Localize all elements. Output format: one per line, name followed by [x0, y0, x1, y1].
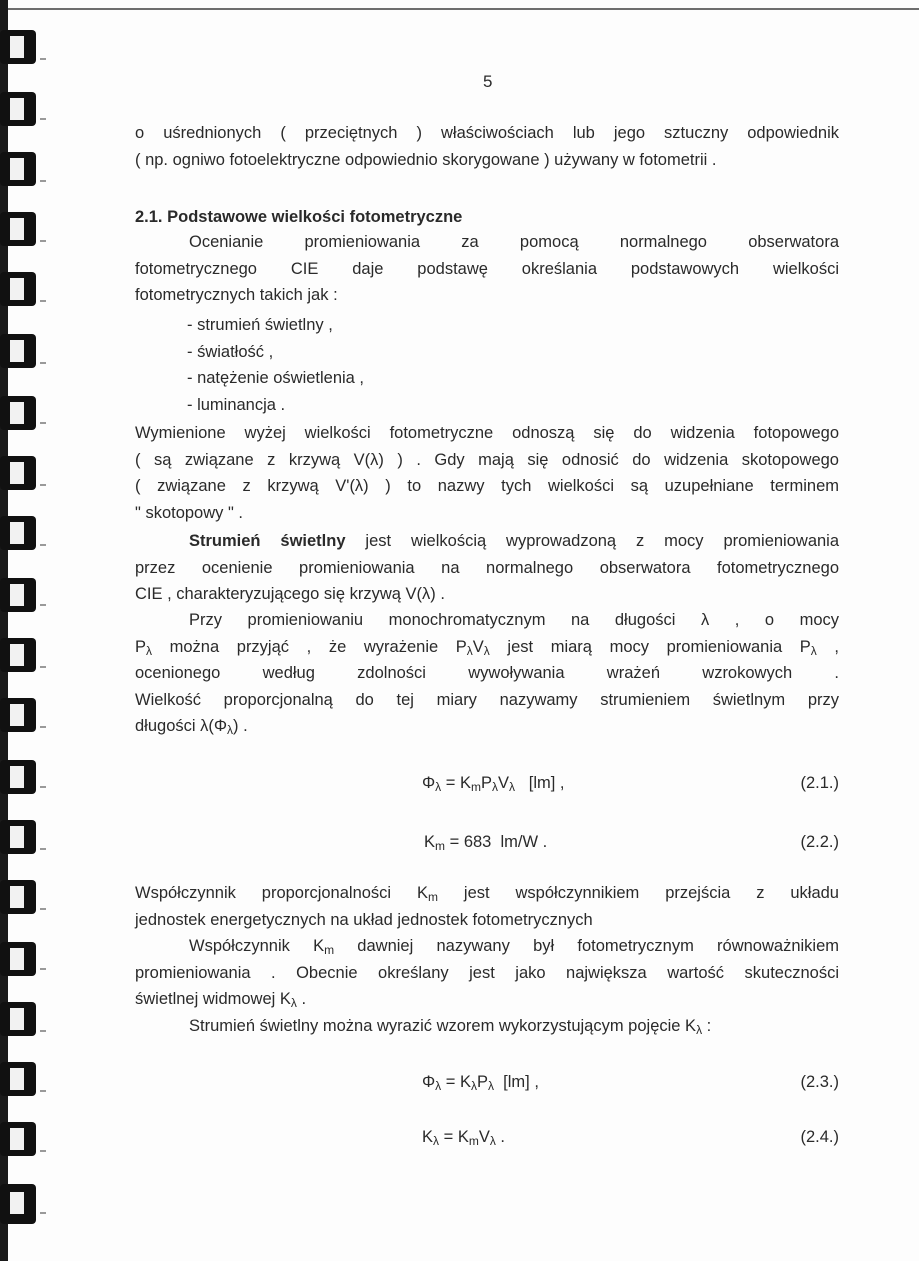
text-line: promieniowania . Obecnie określany jest jako największa wartość skuteczności	[135, 963, 839, 982]
text-line: ( są związane z krzywą V(λ) ) . Gdy mają się odnosić do widzenia skotopowego	[135, 450, 839, 469]
spiral-binding	[0, 0, 56, 1261]
bullet-list	[135, 312, 839, 418]
equation-number: (2.3.)	[800, 1073, 839, 1091]
text-line: " skotopowy " .	[135, 503, 244, 522]
paragraph-przy	[135, 607, 839, 740]
list-item: - luminancja .	[187, 395, 286, 414]
text-line: długości $\lambda(\Phi_\lambda)$ .	[135, 717, 248, 738]
text-line: Ocenianie promieniowania za pomocą normalnego obserwatora	[189, 233, 839, 251]
scan-top-edge	[0, 8, 919, 10]
term-strumien-swietlny: Strumień świetlny	[189, 532, 346, 550]
text-line: Strumień świetlny jest wielkością wyprowadzoną z mocy promieniowania	[189, 532, 840, 550]
list-item: - natężenie oświetlenia ,	[187, 369, 365, 388]
paragraph-cie	[135, 229, 839, 309]
equation-2-2	[135, 829, 839, 855]
page-number: 5	[483, 72, 493, 91]
text-line: o uśrednionych ( przeciętnych ) właściwościach lub jego sztuczny odpowiednik	[135, 124, 839, 142]
text-line: Współczynnik $K_m$ dawniej nazywany był fotometrycznym równoważnikiem	[189, 937, 840, 957]
paragraph-intro	[135, 120, 839, 173]
paragraph-wspolczynnik-2	[135, 933, 839, 1013]
formula: $\Phi_\lambda = K_mP_\lambda V_\lambda$ [lm] ,	[422, 774, 565, 794]
list-item: - strumień świetlny ,	[187, 316, 333, 334]
text-line: fotometrycznych takich jak :	[135, 286, 338, 305]
list-item: - światłość ,	[187, 342, 274, 361]
text-line: ocenionego według zdolności wywoływania wrażeń wzrokowych .	[135, 664, 839, 683]
paragraph-strumien	[135, 528, 839, 608]
formula: $K_m = 683$ lm/W .	[424, 833, 548, 853]
equation-number: (2.2.)	[800, 833, 839, 851]
text-line: Wymienione wyżej wielkości fotometryczne odnoszą się do widzenia fotopowego	[135, 424, 839, 442]
paragraph-wspolczynnik-1	[135, 880, 839, 933]
text-line: przez ocenienie promieniowania na normalnego obserwatora fotometrycznego	[135, 558, 839, 577]
text-line: ( związane z krzywą V'(λ) ) to nazwy tych wielkości są uzupełniane terminem	[135, 477, 839, 496]
text-line: Współczynnik proporcjonalności $K_m$ jest współczynnikiem przejścia z układu	[135, 884, 839, 904]
paragraph-strumien-2	[135, 1013, 839, 1040]
formula: $\Phi_\lambda = K_\lambda P_\lambda$ [lm] ,	[422, 1073, 539, 1093]
text-line: jednostek energetycznych na układ jednostek fotometrycznych	[135, 910, 593, 929]
equation-2-4	[135, 1124, 839, 1150]
text-line: Przy promieniowaniu monochromatycznym na długości λ , o mocy	[189, 611, 839, 629]
equation-2-1	[135, 770, 839, 796]
equation-number: (2.1.)	[800, 774, 839, 792]
text-line: CIE , charakteryzującego się krzywą V(λ) .	[135, 585, 445, 604]
text-line: ( np. ogniwo fotoelektryczne odpowiednio skorygowane ) używany w fotometrii .	[135, 150, 717, 169]
equation-2-3	[135, 1069, 839, 1095]
section-heading: 2.1. Podstawowe wielkości fotometryczne	[135, 208, 463, 226]
text-line: Strumień świetlny można wyrazić wzorem wykorzystującym pojęcie $K_\lambda$ :	[189, 1017, 712, 1037]
text-line: świetlnej widmowej $K_\lambda$ .	[135, 990, 307, 1011]
text-line: fotometrycznego CIE daje podstawę określania podstawowych wielkości	[135, 259, 839, 278]
equation-number: (2.4.)	[800, 1128, 839, 1146]
text-line: $P_\lambda$ można przyjąć , że wyrażenie $P_\lambda V_\lambda$ jest miarą mocy promieniowania $P_\lambda$ ,	[135, 637, 839, 658]
text-line: Wielkość proporcjonalną do tej miary nazywamy strumieniem świetlnym przy	[135, 690, 839, 709]
paragraph-wymienione	[135, 420, 839, 526]
formula: $K_\lambda = K_mV_\lambda$ .	[422, 1128, 506, 1148]
